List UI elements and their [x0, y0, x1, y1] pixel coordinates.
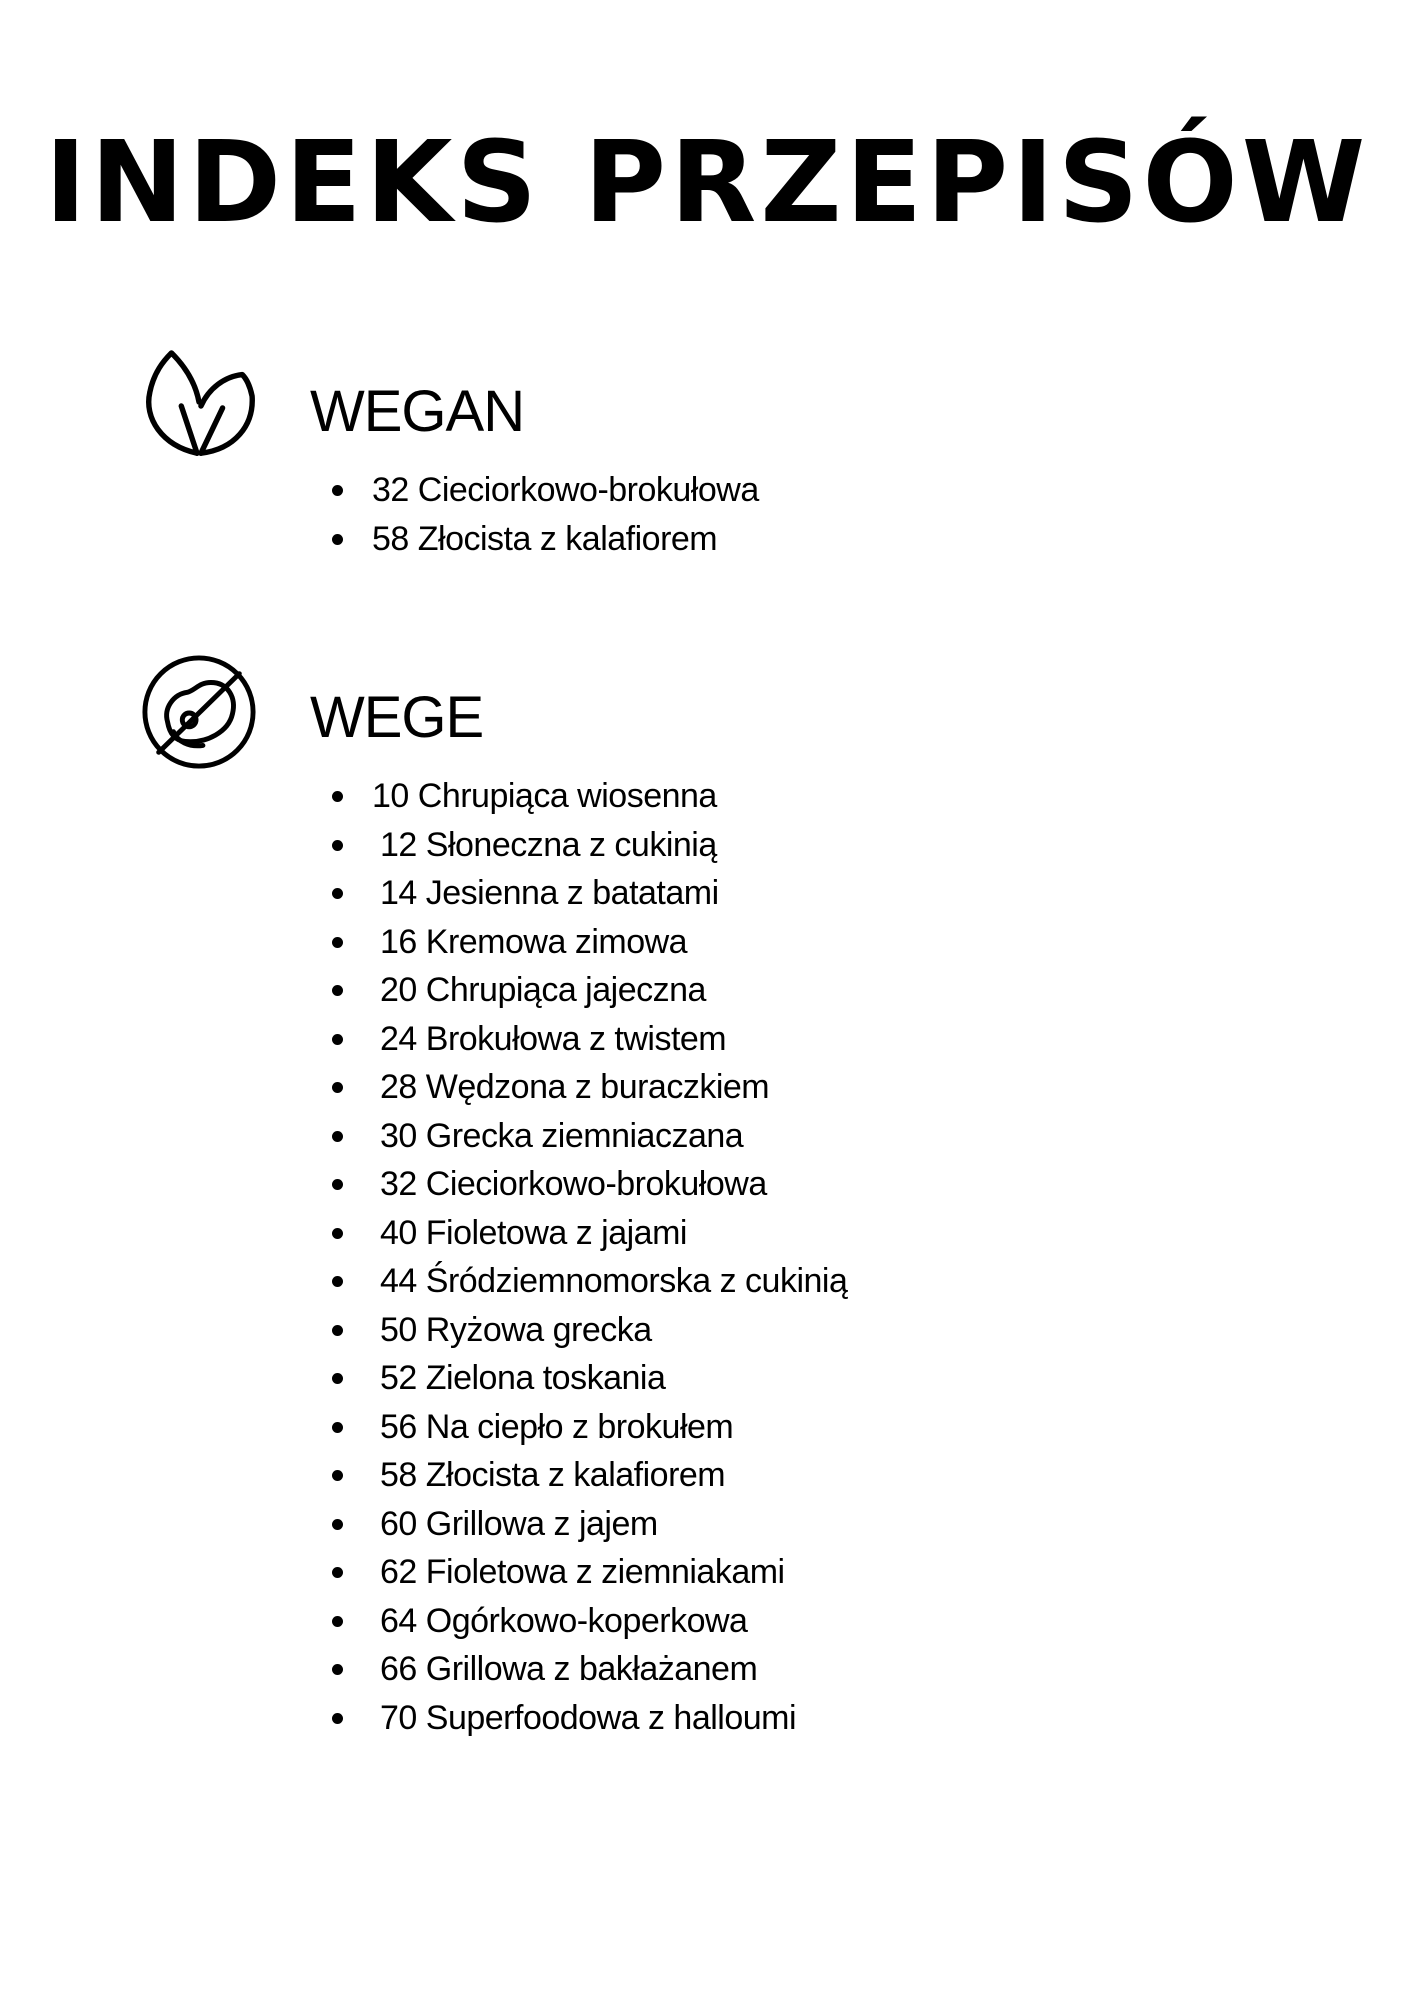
bullet-icon	[332, 1422, 343, 1433]
recipe-entry: 56 Na ciepło z brokułem	[380, 1407, 734, 1446]
recipe-entry: 60 Grillowa z jajem	[380, 1504, 658, 1543]
bullet-icon	[332, 1179, 343, 1190]
recipe-entry: 10 Chrupiąca wiosenna	[372, 777, 717, 815]
recipe-entry: 32 Cieciorkowo-brokułowa	[372, 471, 759, 509]
section-heading-wegan: WEGAN	[310, 379, 525, 444]
recipe-entry: 44 Śródziemnomorska z cukinią	[380, 1262, 848, 1300]
bullet-icon	[332, 1664, 343, 1675]
recipe-entry: 62 Fioletowa z ziemniakami	[380, 1553, 785, 1591]
section-heading-wege: WEGE	[310, 685, 484, 750]
recipe-entry: 58 Złocista z kalafiorem	[380, 1456, 726, 1494]
recipe-entry: 16 Kremowa zimowa	[380, 922, 688, 961]
bullet-icon	[332, 985, 343, 996]
bullet-icon	[332, 888, 343, 899]
page-title: INDEKS PRZEPISÓW	[44, 118, 1370, 248]
bullet-icon	[332, 1567, 343, 1578]
bullet-icon	[332, 1131, 343, 1142]
bullet-icon	[332, 1373, 343, 1384]
recipe-entry: 58 Złocista z kalafiorem	[372, 519, 718, 558]
bullet-icon	[332, 1616, 343, 1627]
recipe-entry: 14 Jesienna z batatami	[380, 874, 719, 912]
bullet-icon	[332, 1470, 343, 1481]
bullet-icon	[332, 534, 343, 545]
recipe-entry: 40 Fioletowa z jajami	[380, 1213, 687, 1252]
bullet-icon	[332, 1228, 343, 1239]
recipe-entry: 66 Grillowa z bakłażanem	[380, 1650, 758, 1688]
recipe-entry: 24 Brokułowa z twistem	[380, 1019, 727, 1058]
bullet-icon	[332, 1713, 343, 1724]
bullet-icon	[332, 1519, 343, 1530]
recipe-entry: 28 Wędzona z buraczkiem	[380, 1068, 770, 1106]
leaf-icon	[140, 347, 258, 465]
no-meat-icon	[140, 653, 258, 771]
bullet-icon	[332, 937, 343, 948]
recipe-entry: 30 Grecka ziemniaczana	[380, 1116, 744, 1155]
bullet-icon	[332, 1034, 343, 1045]
bullet-icon	[332, 1325, 343, 1336]
recipe-entry: 20 Chrupiąca jajeczna	[380, 971, 706, 1009]
bullet-icon	[332, 485, 343, 496]
bullet-icon	[332, 1276, 343, 1287]
recipe-entry: 50 Ryżowa grecka	[380, 1310, 652, 1349]
recipe-entry: 64 Ogórkowo-koperkowa	[380, 1601, 748, 1640]
recipe-entry: 32 Cieciorkowo-brokułowa	[380, 1165, 767, 1203]
recipe-entry: 70 Superfoodowa z halloumi	[380, 1698, 797, 1737]
recipe-entry: 12 Słoneczna z cukinią	[380, 825, 717, 864]
bullet-icon	[332, 791, 343, 802]
bullet-icon	[332, 840, 343, 851]
recipe-entry: 52 Zielona toskania	[380, 1359, 666, 1397]
bullet-icon	[332, 1082, 343, 1093]
